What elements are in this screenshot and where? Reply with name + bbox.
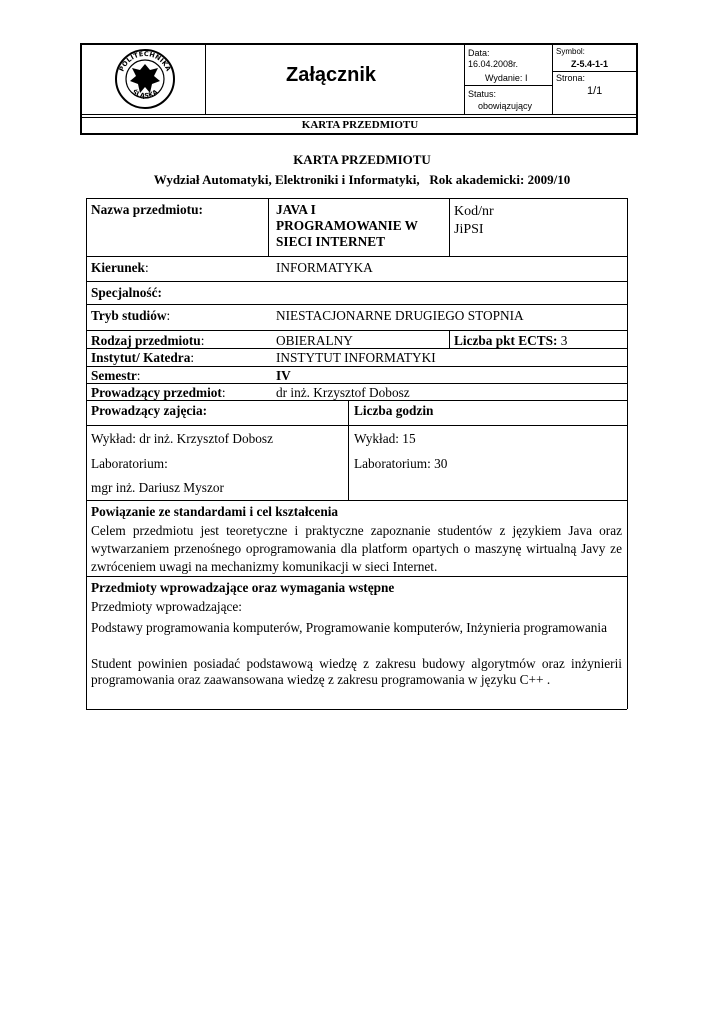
edition: Wydanie: I	[485, 73, 528, 83]
class-instructors-label: Prowadzący zajęcia:	[91, 403, 208, 418]
mode-label-colon: :	[166, 308, 171, 323]
semester-value: IV	[276, 368, 291, 383]
objectives-label: Powiązanie ze standardami i cel kształcenia	[91, 504, 339, 519]
data-label: Data:	[468, 48, 490, 58]
course-code-value: JiPSI	[454, 222, 484, 237]
lecture-instructor: Wykład: dr inż. Krzysztof Dobosz	[91, 431, 273, 446]
lecture-hours: Wykład: 15	[354, 431, 416, 446]
field-label-colon: :	[144, 260, 149, 275]
institute-label-text: Instytut/ Katedra	[91, 350, 191, 365]
field-label	[91, 260, 149, 275]
doc-subtitle: Wydział Automatyki, Elektroniki i Informatyki, Rok akademicki: 2009/10	[153, 172, 571, 187]
lab-label: Laboratorium:	[91, 456, 168, 471]
ects-label: Liczba pkt ECTS:	[454, 333, 558, 348]
institute-label	[91, 350, 194, 365]
course-type-value: OBIERALNY	[276, 333, 353, 348]
prerequisites-intro: Przedmioty wprowadzające:	[91, 599, 243, 614]
hours-label: Liczba godzin	[354, 403, 434, 418]
mode-label-text: Tryb studiów	[91, 308, 167, 323]
course-name-line1: JAVA I	[276, 202, 316, 217]
course-type-label	[91, 333, 204, 348]
status-value: obowiązujący	[478, 101, 533, 111]
header-title: Załącznik	[286, 64, 377, 86]
course-name-line2: PROGRAMOWANIE W	[276, 218, 418, 233]
field-value: INFORMATYKA	[276, 260, 373, 275]
seal-text-top: POLITECHNIKA	[117, 49, 173, 73]
course-lecturer-label-colon: :	[221, 385, 226, 400]
semester-label-colon: :	[136, 368, 141, 383]
institute-value: INSTYTUT INFORMATYKI	[276, 350, 436, 365]
course-code-label: Kod/nr	[454, 204, 494, 219]
course-name-line3: SIECI INTERNET	[276, 234, 385, 249]
course-lecturer-value: dr inż. Krzysztof Dobosz	[276, 385, 410, 400]
status-label: Status:	[468, 89, 497, 99]
semester-label	[91, 368, 140, 383]
seal-text-bottom: ŚLĄSKA	[130, 87, 160, 100]
doc-title: KARTA PRZEDMIOTU	[293, 152, 431, 167]
prerequisites-list: Podstawy programowania komputerów, Programowanie komputerów, Inżynieria programowania	[91, 620, 607, 635]
mode-label	[91, 308, 170, 323]
objectives-text: Celem przedmiotu jest teoretyczne i praktyczne zapoznanie studentów z językiem Java oraz wytwarzaniem przenośnego oprogramowania dla platform opartych o maszynę wirtualną Javy ze zwróceniem uwagi na mechanizmy komunikacji w sieci Internet.	[91, 523, 622, 574]
specialization-label: Specjalność:	[91, 285, 162, 300]
data-value: 16.04.2008r.	[468, 59, 519, 69]
course-lecturer-label	[91, 385, 226, 400]
ects-value: 3	[560, 333, 568, 348]
requirements-text: Student powinien posiadać podstawową wiedzę z zakresu budowy algorytmów oraz inżynierii programowania oraz zaawansowana wiedzę z zakresu programowania w języku C++ .	[91, 656, 622, 687]
header-band: KARTA PRZEDMIOTU	[301, 119, 419, 131]
field-label-text: Kierunek	[91, 260, 145, 275]
semester-label-text: Semestr	[91, 368, 137, 383]
mode-value: NIESTACJONARNE DRUGIEGO STOPNIA	[276, 308, 524, 323]
lab-hours: Laboratorium: 30	[354, 456, 448, 471]
symbol-label: Symbol:	[556, 47, 585, 56]
course-name-label: Nazwa przedmiotu:	[91, 202, 203, 217]
course-type-label-text: Rodzaj przedmiotu	[91, 333, 201, 348]
prerequisites-label: Przedmioty wprowadzające oraz wymagania wstępne	[91, 580, 395, 595]
ects	[454, 333, 567, 348]
institute-label-colon: :	[190, 350, 195, 365]
course-lecturer-label-text: Prowadzący przedmiot	[91, 385, 222, 400]
course-type-label-colon: :	[200, 333, 205, 348]
symbol-value: Z-5.4-1-1	[571, 59, 609, 69]
page-value: 1/1	[587, 85, 603, 97]
lab-instructor: mgr inż. Dariusz Myszor	[91, 480, 224, 495]
page-label: Strona:	[556, 73, 586, 83]
